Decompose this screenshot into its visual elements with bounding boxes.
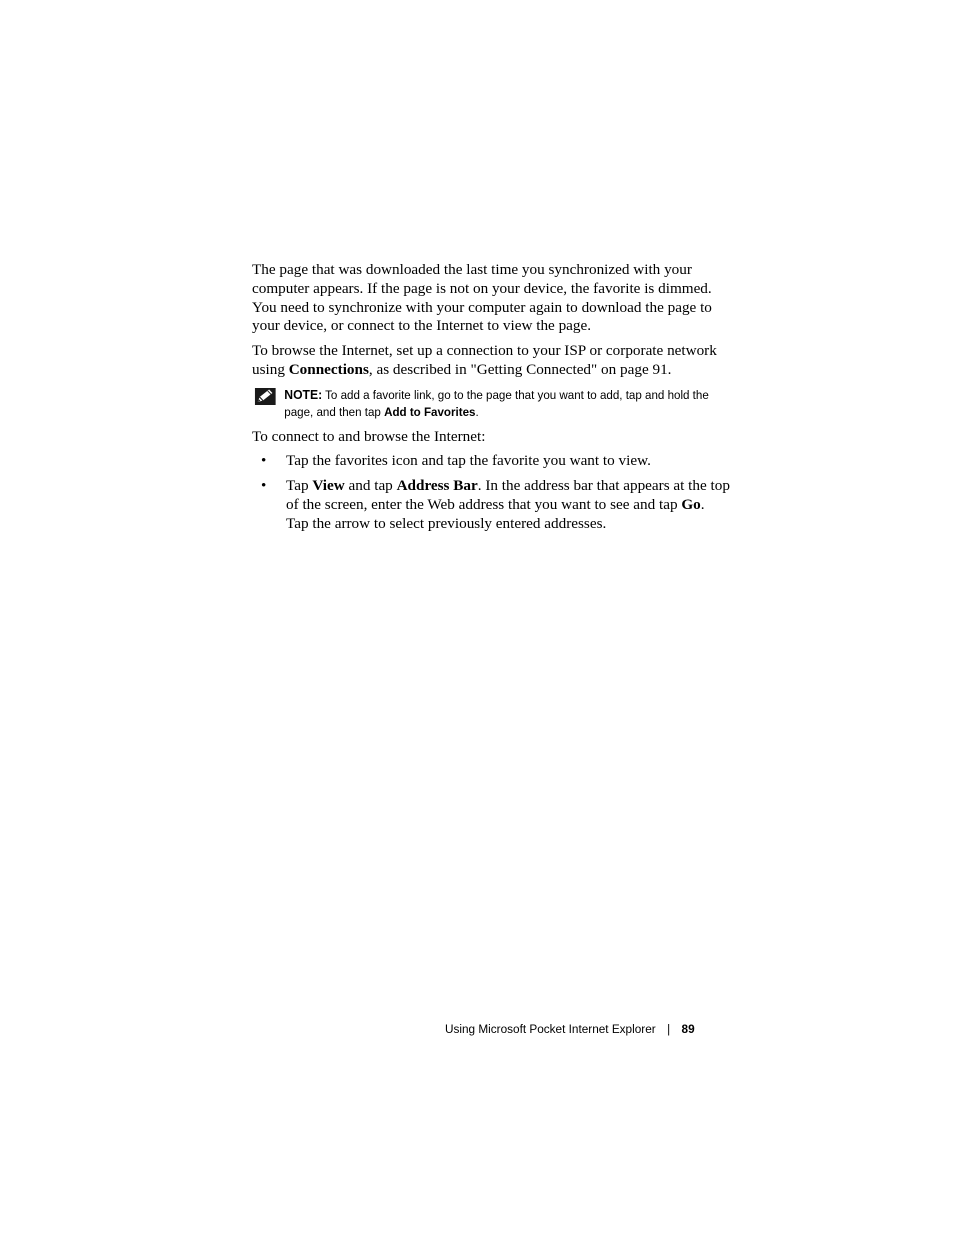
note-text-end: .	[475, 405, 479, 420]
bullet-marker: •	[261, 477, 267, 495]
text-run: and tap	[344, 477, 397, 495]
page-footer	[445, 1020, 703, 1038]
text-run: Tap	[286, 477, 313, 495]
text-run: , as described in "Getting Connected" on page 91.	[368, 360, 672, 378]
add-to-favorites-term: Add to Favorites	[384, 405, 476, 420]
list-item	[252, 452, 730, 471]
note-label: NOTE:	[284, 386, 323, 402]
bullet-marker: •	[261, 452, 267, 470]
paragraph-synchronize: The page that was downloaded the last time you synchronized with your computer appears. If the page is not on your device, the favorite is dimmed. You need to synchronize with your computer again to download the page to your device, or connect to the Internet to view the page.	[252, 261, 712, 335]
footer-chapter-title: Using Microsoft Pocket Internet Explorer	[445, 1022, 656, 1036]
list-item	[252, 477, 730, 533]
view-menu-term: View	[312, 477, 345, 495]
paragraph-browse-setup	[252, 342, 730, 380]
footer-separator: |	[667, 1022, 671, 1036]
list-item-text: Tap the favorites icon and tap the favorite you want to view.	[286, 452, 651, 470]
page-body	[252, 261, 730, 540]
address-bar-term: Address Bar	[396, 477, 478, 495]
text-run: To browse the Internet, set up a connection to your ISP or corporate network using	[252, 342, 717, 378]
page-number: 89	[681, 1022, 695, 1036]
connections-term: Connections	[288, 360, 369, 378]
go-term: Go	[681, 495, 701, 513]
paragraph-connect-intro: To connect to and browse the Internet:	[252, 427, 486, 445]
note-pencil-icon	[255, 388, 276, 405]
note-text: To add a favorite link, go to the page that you want to add, tap and hold the page, and then tap	[284, 387, 709, 420]
note-box	[252, 386, 731, 422]
text-run: . Tap the arrow to select previously entered addresses.	[286, 495, 705, 532]
text-run: . In the address bar that appears at the top of the screen, enter the Web address that you want to see and tap	[286, 477, 730, 513]
bullet-list	[252, 452, 730, 533]
